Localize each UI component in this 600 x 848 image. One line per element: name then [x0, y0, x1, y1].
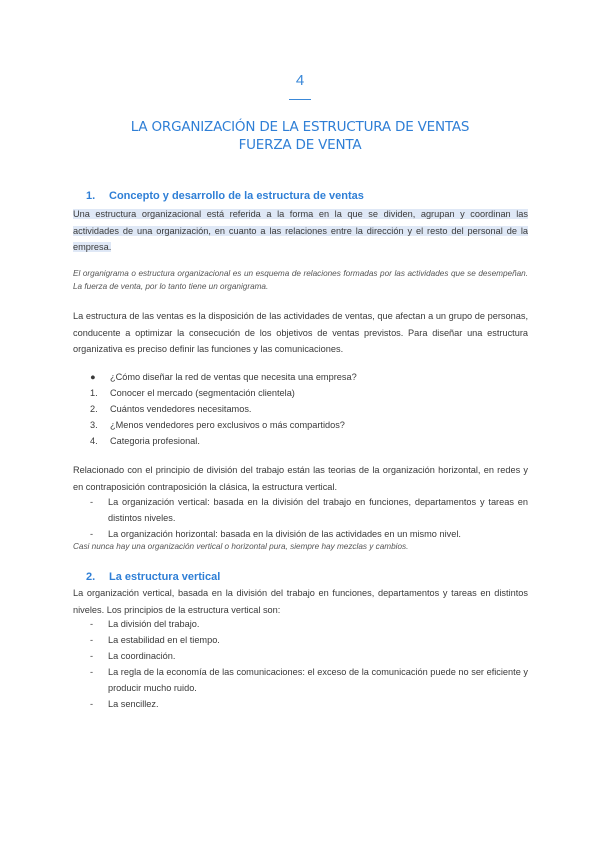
list-text: Conocer el mercado (segmentación clientela) [110, 388, 295, 398]
section1-para3: Relacionado con el principio de división del trabajo están las teorias de la organización horizontal, en redes y en contraposición contraposición la clásica, la estructura vertical. [73, 465, 528, 492]
list-item [90, 664, 528, 696]
list-marker: 4. [90, 436, 98, 446]
section1-italic-note: El organigrama o estructura organizacional es un esquema de relaciones formadas por las actividades que se desempeñan. La fuerza de venta, por lo tanto tiene un organigrama. [73, 269, 528, 291]
section1-intro-text: Una estructura organizacional está referida a la forma en la que se dividen, agrupan y coordinan las actividades de una organización, en cuanto a las relaciones entre la dirección y el resto del personal de la empresa. [73, 209, 528, 252]
list-item [90, 616, 528, 632]
list-text: Categoria profesional. [110, 436, 200, 446]
list-text: La división del trabajo. [108, 619, 200, 629]
section2-dash-list [90, 616, 528, 712]
list-text: Cuántos vendedores necesitamos. [110, 404, 252, 414]
section1-number: 1. [86, 190, 96, 202]
section2-heading [86, 571, 220, 583]
section1-heading [86, 190, 364, 202]
list-text: La sencillez. [108, 699, 159, 709]
list-marker: - [90, 667, 94, 677]
section1-italic-note2: Casi nunca hay una organización vertical o horizontal pura, siempre hay mezclas y cambios. [73, 542, 409, 551]
list-marker: ● [90, 372, 96, 382]
chapter-number: 4 [295, 72, 305, 89]
list-marker: - [90, 497, 94, 507]
section2-number: 2. [86, 571, 96, 583]
list-item [90, 526, 528, 542]
chapter-title [0, 118, 600, 154]
list-marker: - [90, 529, 94, 539]
list-text: La organización horizontal: basada en la división de las actividades en un mismo nivel. [108, 529, 461, 539]
section1-intro [73, 206, 528, 256]
list-text: La regla de la economía de las comunicaciones: el exceso de la comunicación puede no ser eficiente y producir mucho ruido. [108, 667, 528, 693]
chapter-title-line1: LA ORGANIZACIÓN DE LA ESTRUCTURA DE VENTAS [130, 119, 470, 135]
list-text: La organización vertical: basada en la división del trabajo en funciones, departamentos y tareas en distintos niveles. [108, 497, 528, 523]
list-marker: - [90, 651, 94, 661]
section1-list [90, 369, 530, 449]
section1-para2: La estructura de las ventas es la disposición de las actividades de ventas, que afectan a un grupo de personas, conducente a optimizar la consecución de los objetivos de ventas previstos. Para diseñar una estructura organizativa es preciso definir las funciones y las comunicaciones. [73, 311, 528, 354]
list-item [90, 494, 528, 526]
chapter-title-line2: FUERZA DE VENTA [238, 137, 362, 153]
list-item [90, 696, 528, 712]
list-item [90, 417, 530, 433]
section2-intro: La organización vertical, basada en la división del trabajo en funciones, departamentos y tareas en distintos niveles. Los principios de la estructura vertical son: [73, 588, 528, 615]
section1-title: Concepto y desarrollo de la estructura de ventas [109, 190, 364, 202]
list-marker: - [90, 699, 94, 709]
list-text: La coordinación. [108, 651, 176, 661]
list-item [90, 632, 528, 648]
list-text: La estabilidad en el tiempo. [108, 635, 220, 645]
list-marker: 2. [90, 404, 98, 414]
chapter-divider [289, 99, 311, 100]
list-item [90, 385, 530, 401]
list-text: ¿Cómo diseñar la red de ventas que necesita una empresa? [110, 372, 357, 382]
list-marker: - [90, 619, 94, 629]
list-item [90, 401, 530, 417]
list-marker: 1. [90, 388, 98, 398]
section1-dash-list [90, 494, 528, 542]
list-marker: - [90, 635, 94, 645]
list-item [90, 648, 528, 664]
list-text: ¿Menos vendedores pero exclusivos o más compartidos? [110, 420, 345, 430]
list-marker: 3. [90, 420, 98, 430]
list-item [90, 433, 530, 449]
section2-title: La estructura vertical [109, 571, 221, 583]
list-item [90, 369, 530, 385]
